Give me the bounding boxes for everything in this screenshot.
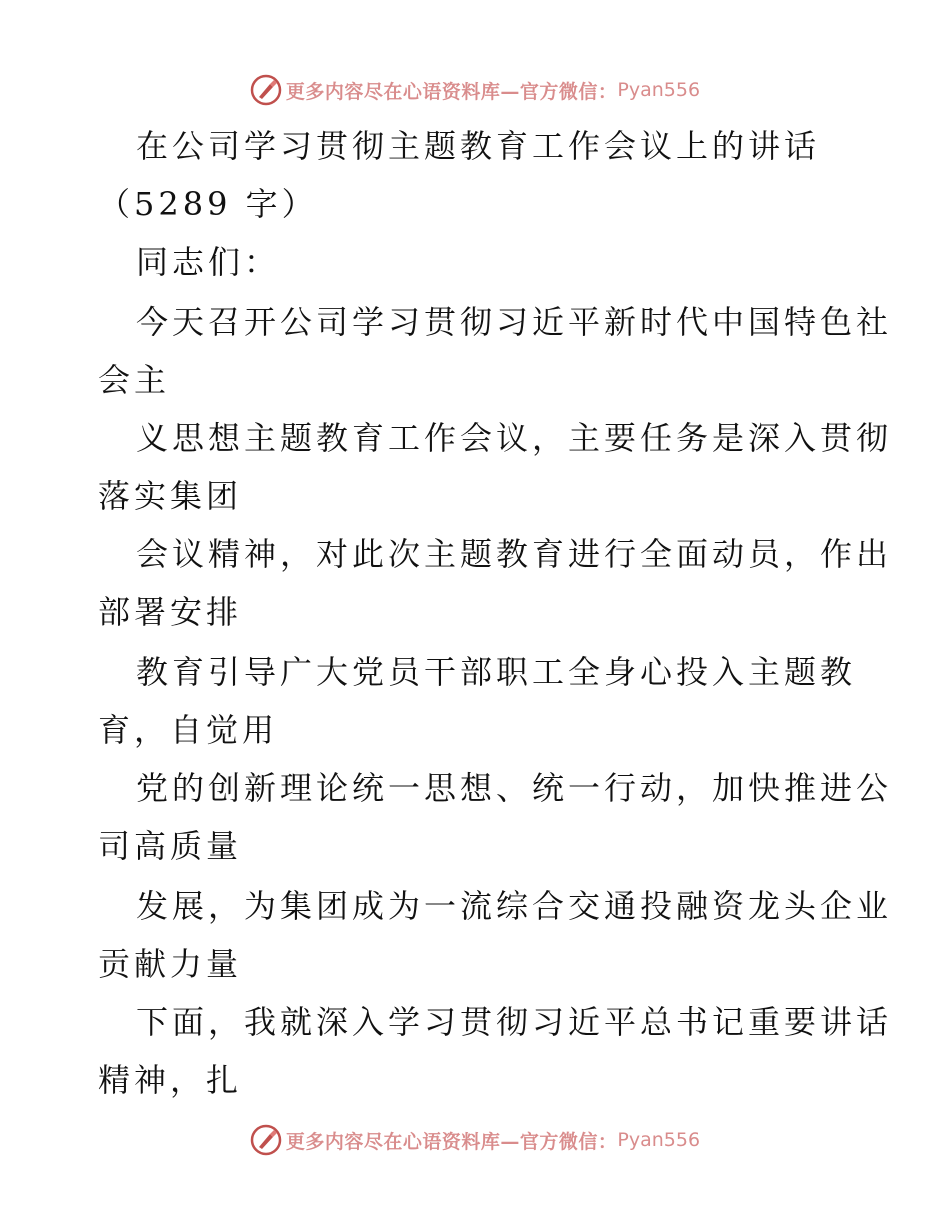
watermark-text: 更多内容尽在心语资料库—官方微信： [285,1130,618,1153]
paragraph-line: 下面，我就深入学习贯彻习近平总书记重要讲话 [136,1003,893,1041]
paragraph-line: 义思想主题教育工作会议，主要任务是深入贯彻 [136,419,893,457]
paragraph-line: 部署安排 [98,593,243,631]
paragraph-line: 贡献力量 [98,945,243,983]
greeting: 同志们： [136,243,281,281]
paragraph-line: 精神，扎 [98,1061,243,1099]
paragraph-line: 发展，为集团成为一流综合交通投融资龙头企业 [136,887,893,925]
paragraph-line: 会主 [98,361,171,399]
pen-logo-icon [250,1124,282,1156]
paragraph-line: 今天召开公司学习贯彻习近平新时代中国特色社 [136,303,893,341]
watermark-handle: Pyan556 [617,1129,701,1151]
document-title: 在公司学习贯彻主题教育工作会议上的讲话 [136,127,821,165]
word-count: （5289 字） [98,185,318,223]
paragraph-line: 会议精神，对此次主题教育进行全面动员，作出 [136,535,893,573]
paragraph-line: 落实集团 [98,477,243,515]
paragraph-line: 教育引导广大党员干部职工全身心投入主题教 [136,653,857,691]
watermark-handle: Pyan556 [617,79,701,101]
paragraph-line: 司高质量 [98,827,243,865]
paragraph-line: 党的创新理论统一思想、统一行动，加快推进公 [136,769,893,807]
watermark-text: 更多内容尽在心语资料库—官方微信： [285,80,618,103]
paragraph-line: 育，自觉用 [98,711,279,749]
watermark-footer [0,1120,950,1160]
